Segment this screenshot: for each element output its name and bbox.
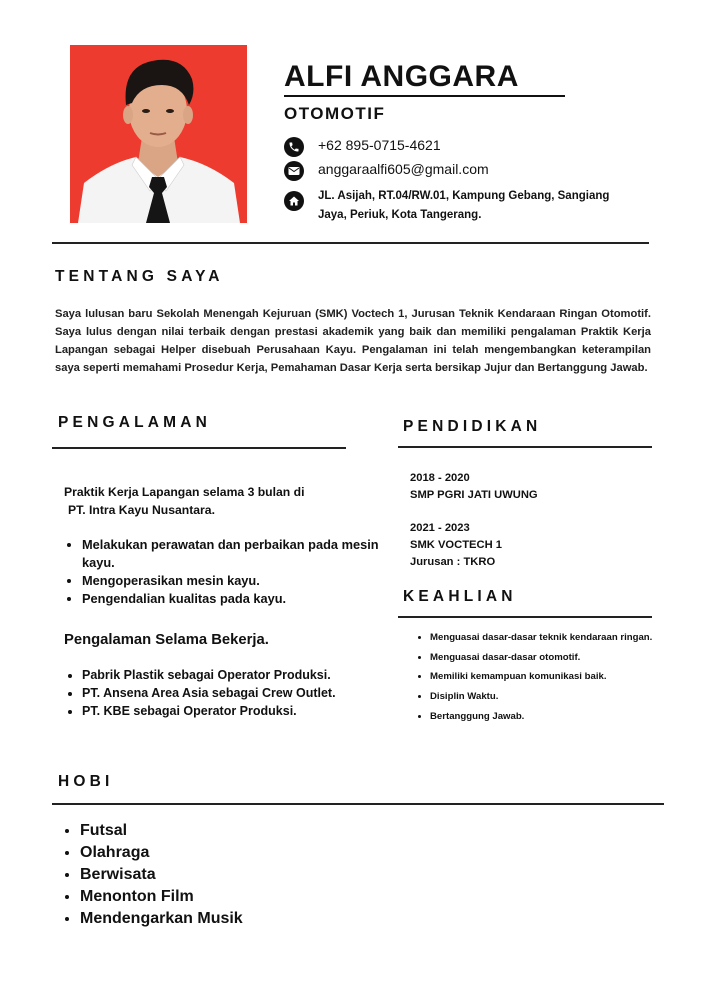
experience-heading: PENGALAMAN [58,414,212,431]
list-item: • Menguasai dasar-dasar otomotif. [430,648,682,668]
experience-task-list [64,536,382,608]
education-entry-1 [410,470,538,504]
about-text: Saya lulusan baru Sekolah Menengah Kejuruan (SMK) Voctech 1, Jurusan Teknik Kendaraan Ringan Otomotif. Saya lulus dengan nilai terbaik dengan prestasi akademik yang baik dan memiliki pengalaman Praktik Kerja Lapangan sebagai Helper disebuah Perusahaan Kayu. Pengalaman ini telah mengembangkan keterampilan saya seperti memahami Prosedur Kerja, Pemahaman Dasar Kerja serta bersikap Jujur dan Bertanggung Jawab. [55,308,651,374]
home-icon [284,191,304,211]
person-illustration [70,45,247,223]
home-address: JL. Asijah, RT.04/RW.01, Kampung Gebang, Sangiang Jaya, Periuk, Kota Tangerang. [318,190,610,221]
name-divider [284,95,565,97]
education-years: 2021 - 2023 [410,522,470,534]
phone-icon [284,137,304,157]
list-item: • Memiliki kemampuan komunikasi baik. [430,667,682,687]
list-item: • Futsal [80,820,243,842]
contact-address [284,187,638,225]
list-item: • Bertanggung Jawab. [430,707,682,727]
person-name: ALFI ANGGARA [284,60,519,93]
list-item: • PT. KBE sebagai Operator Produksi. [82,702,412,720]
header-divider [52,242,649,244]
hobbies-list [62,820,243,930]
education-school: SMP PGRI JATI UWUNG [410,489,538,501]
contact-phone [284,137,441,157]
list-item: • Pabrik Plastik sebagai Operator Produksi. [82,666,412,684]
education-heading: PENDIDIKAN [403,418,542,435]
work-experience-list [64,666,412,720]
hobbies-heading: HOBI [58,773,114,790]
person-role: OTOMOTIF [284,104,386,123]
contact-email [284,161,489,181]
list-item: • Pengendalian kualitas pada kayu. [82,590,382,608]
email-icon [284,161,304,181]
education-divider [398,446,652,448]
list-item: • Menonton Film [80,886,243,908]
work-experience-title: Pengalaman Selama Bekerja. [64,632,269,648]
phone-number: +62 895-0715-4621 [318,137,441,153]
list-item: • Disiplin Waktu. [430,687,682,707]
list-item: • Berwisata [80,864,243,886]
experience-intro [64,483,344,519]
list-item: • Olahraga [80,842,243,864]
list-item: • Mengoperasikan mesin kayu. [82,572,382,590]
skills-divider [398,616,652,618]
about-heading: TENTANG SAYA [55,268,224,285]
education-years: 2018 - 2020 [410,472,470,484]
list-item: • PT. Ansena Area Asia sebagai Crew Outlet. [82,684,412,702]
list-item: • Mendengarkan Musik [80,908,243,930]
education-entry-2 [410,520,502,571]
skills-heading: KEAHLIAN [403,588,517,605]
profile-photo [70,45,247,223]
experience-divider [52,447,346,449]
experience-intro-line-1: Praktik Kerja Lapangan selama 3 bulan di [64,485,305,499]
list-item: • Melakukan perawatan dan perbaikan pada mesin kayu. [82,536,382,572]
skills-list [412,628,682,727]
experience-intro-line-2: PT. Intra Kayu Nusantara. [68,503,215,517]
education-major: Jurusan : TKRO [410,556,496,568]
list-item: • Menguasai dasar-dasar teknik kendaraan ringan. [430,628,682,648]
hobbies-divider [52,803,664,805]
email-address: anggaraalfi605@gmail.com [318,161,489,177]
education-school: SMK VOCTECH 1 [410,539,502,551]
